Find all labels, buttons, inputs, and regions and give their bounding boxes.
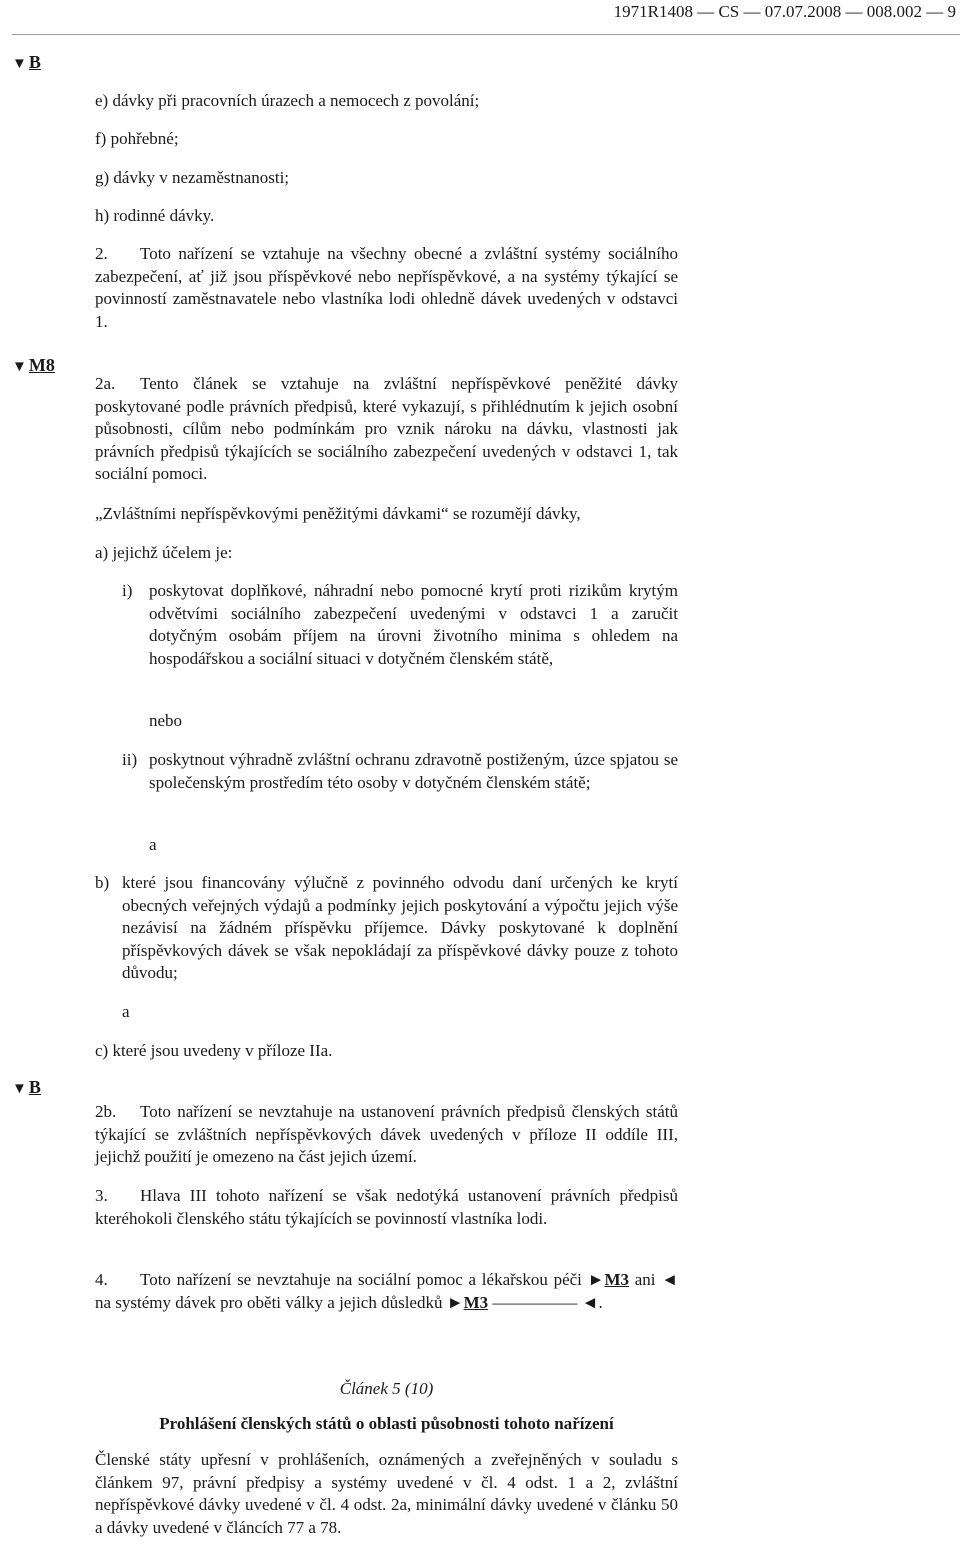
triangle-down-icon: ▼ (12, 56, 27, 72)
amendment-reference-2[interactable]: M3 (463, 1292, 489, 1312)
item-i: i) poskytovat doplňkové, náhradní nebo pomocné krytí proti rizikům krytým odvětvími sociálního zabezpečení uvedenými v odstavci 1 a zaručit dotyčným osobám příjem na úrovni životního minima s ohledem na hospodářskou a sociální situaci v dotyčném členském státě, (122, 581, 678, 668)
conjunction-a-2: a (122, 1002, 130, 1021)
item-b: b) které jsou financovány výlučně z povinného odvodu daní určených ke krytí obecných veřejných výdajů a podmínky jejich poskytování a výpočtu jejich výše nezávisí na žádném příspěvku příjemce. Dávky poskytované k doplnění příspěvkových dávek se však nepokládají za příspěvkové dávky pouze z tohoto důvodu; (95, 873, 678, 982)
page-header (12, 0, 960, 35)
conjunction-nebo: nebo (149, 711, 183, 730)
amendment-reference[interactable]: M3 (604, 1270, 629, 1289)
paragraph-3: 3. Hlava III tohoto nařízení se však nedotýká ustanovení právních předpisů kteréhokoli členského státu týkajících se povinností vlastníka lodi. (95, 1186, 678, 1228)
paragraph-4: 4. Toto nařízení se nevztahuje na sociální pomoc a lékařskou péči ►M3 ani ◄ na systémy dávek pro oběti války a jejich důsledků ►M3 ————— ◄. (95, 1270, 679, 1312)
paragraph-2: 2. Toto nařízení se vztahuje na všechny obecné a zvláštní systémy sociálního zabezpečení, ať již jsou příspěvkové nebo nepříspěvkové, a na systémy týkající se povinností zaměstnavatele nebo vlastníka lodi ohledně dávek uvedených v odstavci 1. (95, 244, 678, 331)
article-title: Článek 5 (10) (339, 1379, 434, 1398)
list-item-e: e) dávky při pracovních úrazech a nemocech z povolání; (95, 91, 480, 110)
arrow-left-icon: ◄ (661, 1270, 679, 1289)
item-a: a) jejichž účelem je: (95, 543, 233, 562)
definition-text: „Zvláštními nepříspěvkovými peněžitými dávkami“ se rozumějí dávky, (95, 504, 581, 523)
document-reference: 1971R1408 — CS — 07.07.2008 — 008.002 — 9 (613, 2, 956, 21)
arrow-right-icon: ► (587, 1270, 605, 1289)
conjunction-a: a (149, 835, 157, 854)
amendment-marker-m8: ▼ M8 (12, 355, 55, 375)
article-text: Členské státy upřesní v prohlášeních, oznámených a zveřejněných v souladu s článkem 97, právní předpisy a systémy uvedené v čl. 4 odst. 1 a 2, zvláštní nepříspěvkové dávky uvedené v čl. 4 odst. 2a, minimální dávky uvedené v článku 50 a dávky uvedené v článcích 77 a 78. (95, 1450, 678, 1537)
item-ii: ii) poskytnout výhradně zvláštní ochranu zdravotně postiženým, úzce spjatou se společenským prostředím této osoby v dotyčném členském státě; (122, 750, 678, 792)
paragraph-2b: 2b. Toto nařízení se nevztahuje na ustanovení právních předpisů členských států týkající se zvláštních nepříspěvkových dávek uvedených v příloze II oddíle III, jejichž použití je omezeno na část jejich území. (95, 1102, 678, 1166)
paragraph-2a: 2a. Tento článek se vztahuje na zvláštní nepříspěvkové peněžité dávky poskytované podle právních předpisů, které vykazují, s přihlédnutím k jejich osobní působnosti, cílům nebo podmínkám pro vznik nároku na dávku, vlastnosti jak právních předpisů týkajících se sociálního zabezpečení uvedených v odstavci 1, tak sociální pomoci. (95, 374, 678, 483)
list-item-h: h) rodinné dávky. (95, 206, 215, 225)
triangle-down-icon: ▼ (12, 359, 27, 375)
item-c: c) které jsou uvedeny v příloze IIa. (95, 1041, 333, 1060)
triangle-down-icon: ▼ (12, 1081, 27, 1097)
arrow-right-icon: ► (446, 1292, 464, 1312)
list-item-g: g) dávky v nezaměstnanosti; (95, 168, 290, 187)
amendment-marker-b: ▼ B (12, 52, 41, 72)
list-item-f: f) pohřebné; (95, 129, 179, 148)
amendment-marker-b-2: ▼ B (12, 1077, 41, 1097)
article-heading: Prohlášení členských států o oblasti působnosti tohoto nařízení (159, 1414, 614, 1433)
deleted-text-dash: ————— (492, 1292, 578, 1312)
arrow-left-icon: ◄ (581, 1292, 599, 1312)
